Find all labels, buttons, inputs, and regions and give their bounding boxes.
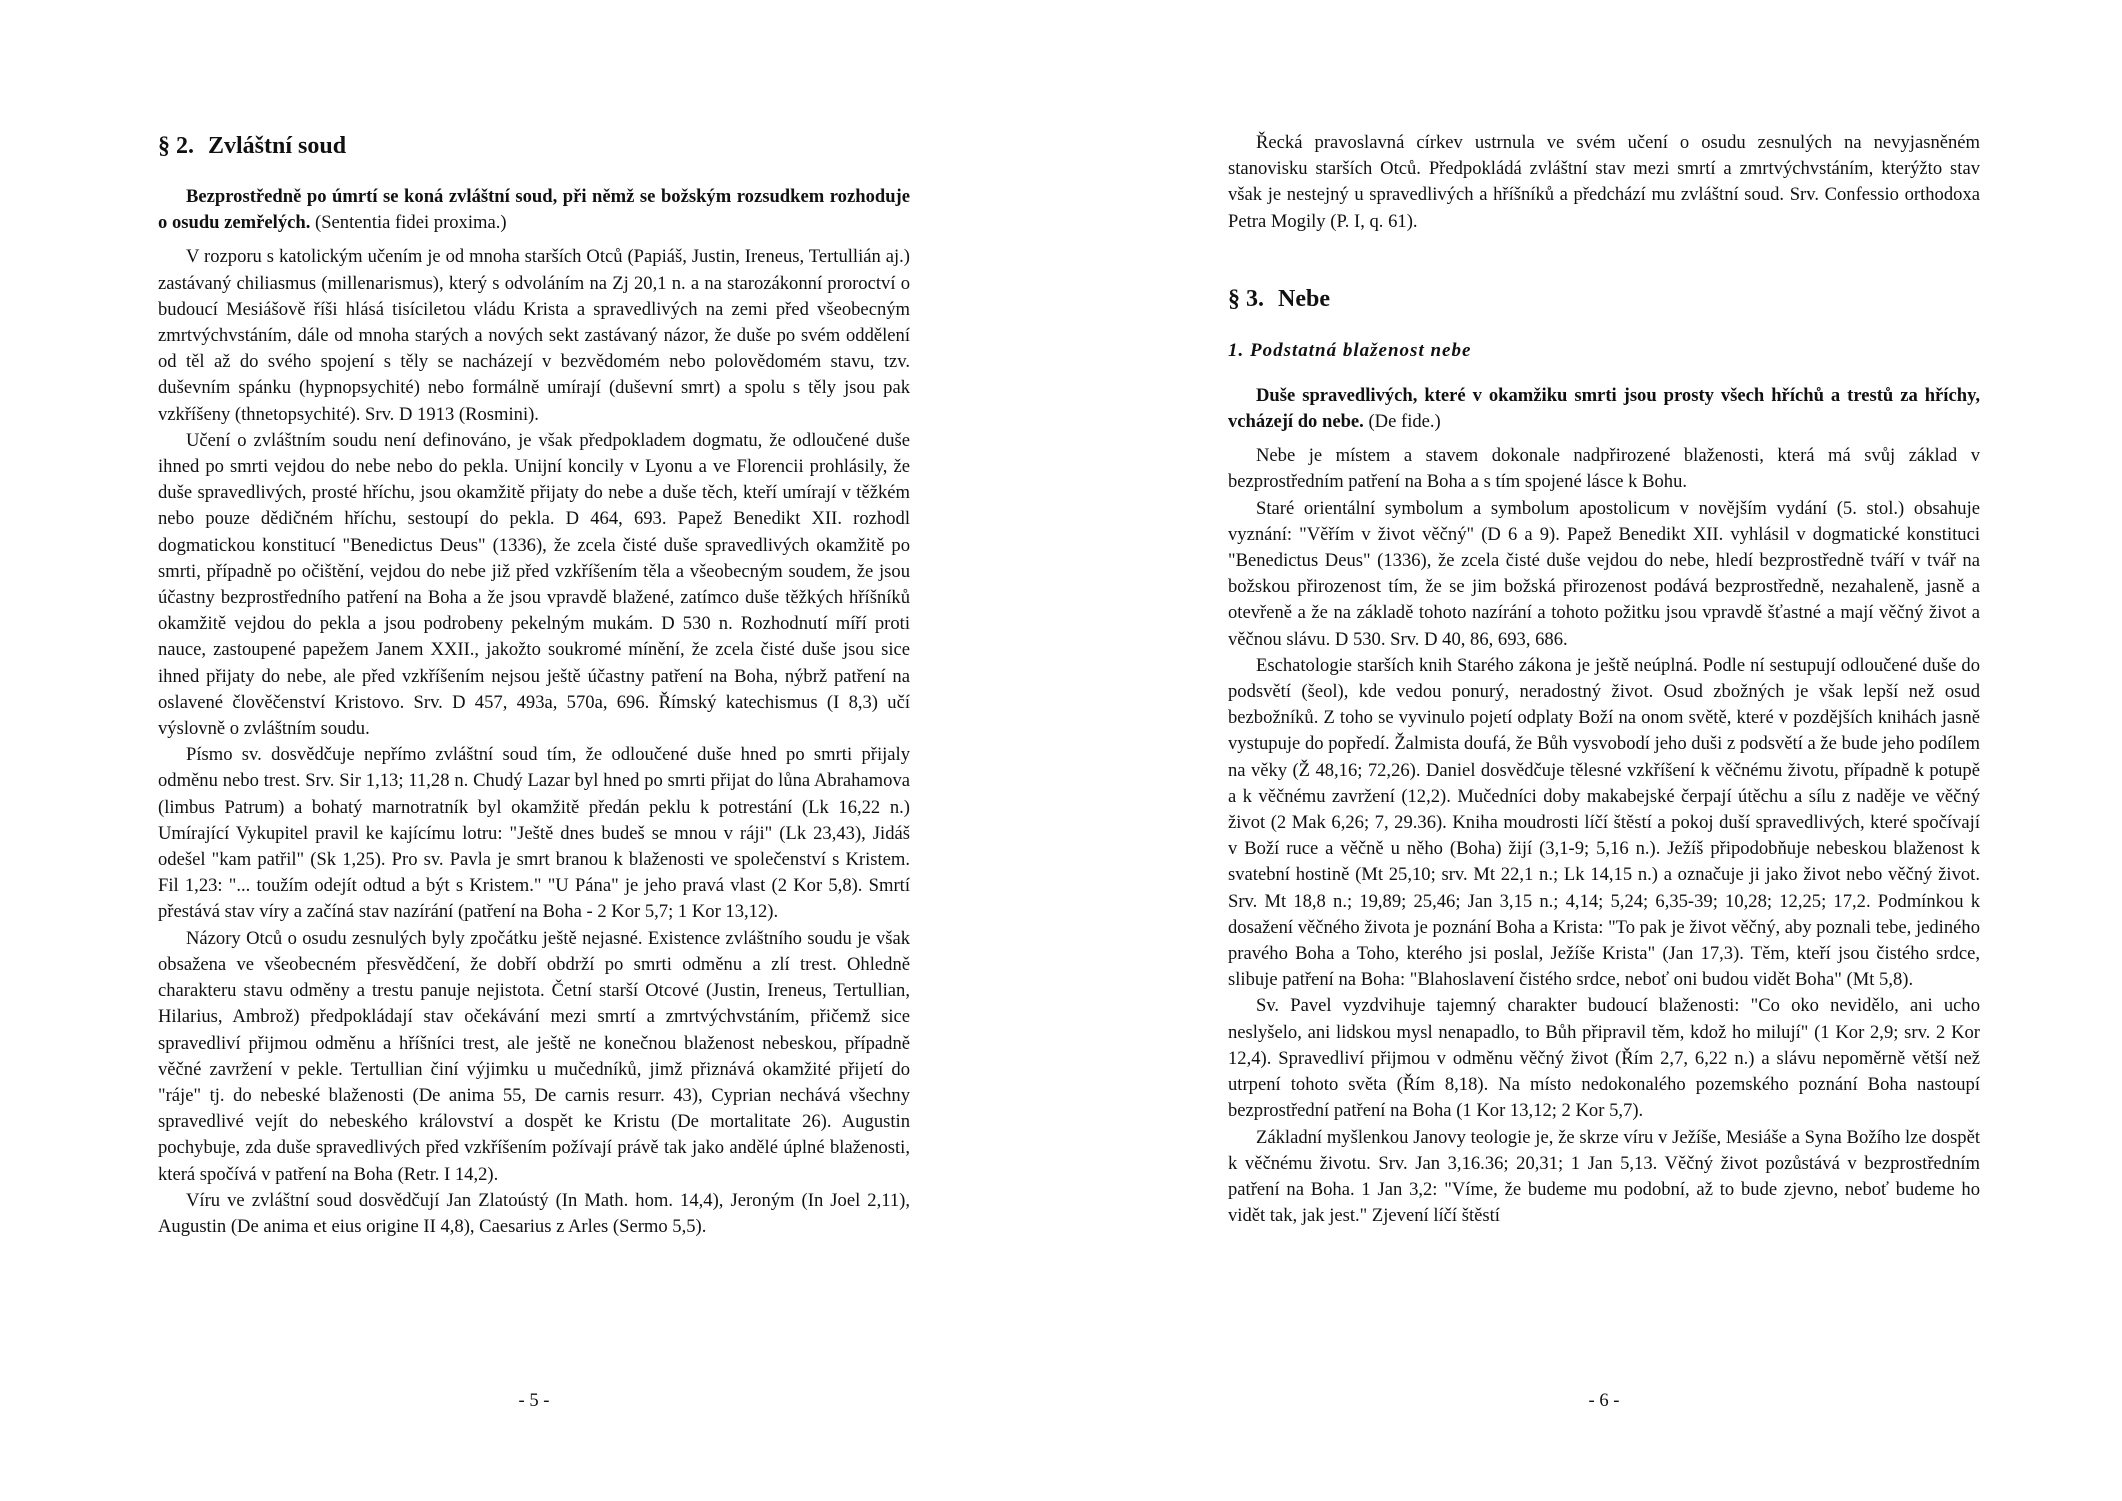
- thesis-statement: [1228, 383, 1980, 435]
- right-page: [1228, 0, 1980, 1501]
- paragraph: Základní myšlenkou Janovy teologie je, že skrze víru v Ježíše, Mesiáše a Syna Božího lze dospět k věčnému životu. Srv. Jan 3,16.36; 20,31; 1 Jan 5,13. Věčný život pozůstává v bezprostředním patření na Boha. 1 Jan 3,2: "Víme, že budeme mu podobní, až to bude zjevno, neboť budeme ho vidět tak, jak jest." Zjevení líčí štěstí: [1228, 1126, 1980, 1227]
- page-number: - 6 -: [1588, 1390, 1620, 1411]
- section-title: Zvláštní soud: [208, 133, 347, 159]
- page-number: - 5 -: [518, 1390, 550, 1411]
- section-heading-3: [1228, 283, 1980, 315]
- sub-heading: 1. Podstatná blaženost nebe: [1228, 339, 1472, 361]
- paragraph: Víru ve zvláštní soud dosvědčují Jan Zlatoústý (In Math. hom. 14,4), Jeroným (In Joel 2,11), Augustin (De anima et eius origine II 4,8), Caesarius z Arles (Sermo 5,5).: [158, 1189, 910, 1237]
- section-number: § 2.: [158, 133, 194, 159]
- thesis-note: (Sententia fidei proxima.): [315, 212, 507, 234]
- section-heading-2: [158, 130, 910, 162]
- left-page-content: [158, 122, 910, 1240]
- paragraph: V rozporu s katolickým učením je od mnoha starších Otců (Papiáš, Justin, Ireneus, Tertullián aj.) zastávaný chiliasmus (millenarismus), který s odvoláním na Zj 20,1 n. a na starozákonní proroctví o budoucí Mesiášově říši hlásá tisíciletou vládu Krista a spravedlivých na zemi před všeobecným zmrtvýchvstáním, dále od mnoha starých a nových sekt zastávaný názor, že duše po svém oddělení od těl až do svého spojení s těly se nacházejí v bezvědomém nebo polovědomém stavu, tzv. duševním spánku (hypnopsychité) nebo formálně umírají (duševní smrt) a spolu s těly jsou pak vzkříšeny (thnetopsychité). Srv. D 1913 (Rosmini).: [158, 246, 910, 425]
- paragraph: Názory Otců o osudu zesnulých byly zpočátku ještě nejasné. Existence zvláštního soudu je však obsažena ve všeobecném přesvědčení, že dobří obdrží po smrti odměnu a zlí trest. Ohledně charakteru stavu odměny a trestu panuje nejistota. Četní starší Otcové (Justin, Ireneus, Tertullian, Hilarius, Ambrož) předpokládají stav očekávání mezi smrtí a zmrtvýchvstáním, přičemž sice spravedliví přijmou odměnu a hříšníci trest, ale ještě ne konečnou blaženost nebeskou, případně věčné zavržení v pekle. Tertullian činí výjimku u mučedníků, jimž přiznává okamžité přijetí do "ráje" tj. do nebeské blaženosti (De anima 55, De carnis resurr. 43), Cyprian nechává všechny spravedlivé vejít do nebeského království a dospět ke Kristu (De mortalitate 26). Augustin pochybuje, zda duše spravedlivých před vzkříšením požívají právě tak jako andělé úplné blaženosti, která spočívá v patření na Boha (Retr. I 14,2).: [158, 927, 910, 1185]
- spacer: [1228, 235, 1980, 275]
- section-number: § 3.: [1228, 285, 1264, 312]
- thesis-note: (De fide.): [1368, 411, 1441, 433]
- paragraph: Učení o zvláštním soudu není definováno, je však předpokladem dogmatu, že odloučené duše ihned po smrti vejdou do nebe nebo do pekla. Unijní koncily v Lyonu a ve Florencii prohlásily, že duše spravedlivých, prosté hříchu, jsou okamžitě přijaty do nebe a duše těch, kteří umírají v těžkém nebo pouze dědičném hříchu, sestoupí do pekla. D 464, 693. Papež Benedikt XII. rozhodl dogmatickou konstitucí "Benedictus Deus" (1336), že zcela čisté duše spravedlivých okamžitě po smrti, případně po očištění, vejdou do nebe již před vzkříšením těla a všeobecným soudem, že jsou účastny bezprostředního patření na Boha a že jsou vpravdě blažené, zatímco duše těžkých hříšníků okamžitě vejdou do pekla a jsou podrobeny pekelným mukám. D 530 n. Rozhodnutí míří proti nauce, zastoupené papežem Janem XXII., jakožto soukromé mínění, že zcela čisté duše jsou sice ihned přijaty do nebe, ale před vzkříšením nejsou ještě účastny patření na Boha, nýbrž patření na oslavené člověčenství Kristovo. Srv. D 457, 493a, 570a, 696. Římský katechismus (I 8,3) učí výslovně o zvláštním soudu.: [158, 429, 910, 740]
- paragraph: Eschatologie starších knih Starého zákona je ještě neúplná. Podle ní sestupují odloučené duše do podsvětí (šeol), kde vedou ponurý, neradostný život. Osud zbožných je však lepší než osud bezbožníků. Z toho se vyvinulo pojetí odplaty Boží na onom světě, které v pozdějších knihách jasně vystupuje do popředí. Žalmista doufá, že Bůh vysvobodí jeho duši z podsvětí a že bude jeho podílem na věky (Ž 48,16; 72,26). Daniel dosvědčuje tělesné vzkříšení k věčnému životu, případně k potupě a k věčnému zavržení (12,2). Mučedníci doby makabejské čerpají útěchu a sílu z naděje ve věčný život (2 Mak 6,26; 7, 29.36). Kniha moudrosti líčí štěstí a pokoj duší spravedlivých, které spočívají v Boží ruce a věčně u něho (Boha) žijí (3,1-9; 5,16 n.). Ježíš připodobňuje nebeskou blaženost k svatební hostině (Mt 25,10; srv. Mt 22,1 n.; Lk 14,15 n.) a označuje ji jako život nebo věčný život. Srv. Mt 18,8 n.; 19,89; 25,46; Jan 3,15 n.; 4,14; 5,24; 6,35-39; 10,28; 12,25; 17,2. Podmínkou k dosažení věčného života je poznání Boha a Krista: "To pak je život věčný, aby poznali tebe, jediného pravého Boha a Toho, kterého jsi poslal, Ježíše Krista" (Jan 17,3). Těm, kteří jsou čistého srdce, slibuje patření na Boha: "Blahoslavení čistého srdce, neboť oni budou vidět Boha" (Mt 5,8).: [1228, 654, 1980, 991]
- thesis-statement: [158, 184, 910, 236]
- paragraph: Staré orientální symbolum a symbolum apostolicum v novějším vydání (5. stol.) obsahuje vyznání: "Věřím v život věčný" (D 6 a 9). Papež Benedikt XII. vyhlásil v dogmatické konstituci "Benedictus Deus" (1336), že zcela čisté duše vejdou do nebe, hledí bezprostředně tváří v tvář na božskou přirozenost tím, že se jim božská přirozenost podává bezprostředně, nezahaleně, jasně a otevřeně a že na základě tohoto nazírání a tohoto požitku jsou vpravdě šťastné a mají věčný život a věčnou slávu. D 530. Srv. D 40, 86, 693, 686.: [1228, 497, 1980, 650]
- right-page-content: [1228, 130, 1980, 1229]
- thesis-bold-text: Duše spravedlivých, které v okamžiku smrti jsou prosty všech hříchů a trestů za hříchy, vcházejí do nebe.: [1228, 384, 1980, 433]
- thesis-bold-text: Bezprostředně po úmrtí se koná zvláštní soud, při němž se božským rozsudkem rozhoduje o osudu zemřelých.: [158, 186, 910, 234]
- left-page: [158, 0, 910, 1501]
- paragraph: Řecká pravoslavná církev ustrnula ve svém učení o osudu zesnulých na nevyjasněném stanovisku starších Otců. Předpokládá zvláštní stav mezi smrtí a zmrtvýchvstáním, kterýžto stav však je nestejný u spravedlivých a hříšníků a předchází mu zvláštní soud. Srv. Confessio orthodoxa Petra Mogily (P. I, q. 61).: [1228, 132, 1980, 232]
- paragraph: Sv. Pavel vyzdvihuje tajemný charakter budoucí blaženosti: "Co oko nevidělo, ani ucho neslyšelo, ani lidskou mysl nenapadlo, to Bůh připravil těm, kdož ho milují" (1 Kor 2,9; srv. 2 Kor 12,4). Spravedliví přijmou v odměnu věčný život (Řím 2,7, 6,22 n.) a slávu nepoměrně větší než utrpení tohoto světa (Řím 8,18). Na místo nedokonalého pozemského poznání Boha nastoupí bezprostřední patření na Boha (1 Kor 13,12; 2 Kor 5,7).: [1228, 995, 1980, 1122]
- section-title: Nebe: [1278, 285, 1330, 312]
- paragraph: Písmo sv. dosvědčuje nepřímo zvláštní soud tím, že odloučené duše hned po smrti přijaly odměnu nebo trest. Srv. Sir 1,13; 11,28 n. Chudý Lazar byl hned po smrti přijat do lůna Abrahamova (limbus Patrum) a bohatý marnotratník byl okamžitě předán peklu k potrestání (Lk 16,22 n.) Umírající Vykupitel pravil ke kajícímu lotru: "Ještě dnes budeš se mnou v ráji" (Lk 23,43), Jidáš odešel "kam patřil" (Sk 1,25). Pro sv. Pavla je smrt branou k blaženosti ve společenství s Kristem. Fil 1,23: "... toužím odejít odtud a být s Kristem." "U Pána" je jeho pravá vlast (2 Kor 5,8). Smrtí přestává stav víry a začíná stav nazírání (patření na Boha - 2 Kor 5,7; 1 Kor 13,12).: [158, 744, 910, 923]
- paragraph: Nebe je místem a stavem dokonale nadpřirozené blaženosti, která má svůj základ v bezprostředním patření na Boha a s tím spojené lásce k Bohu.: [1228, 445, 1980, 493]
